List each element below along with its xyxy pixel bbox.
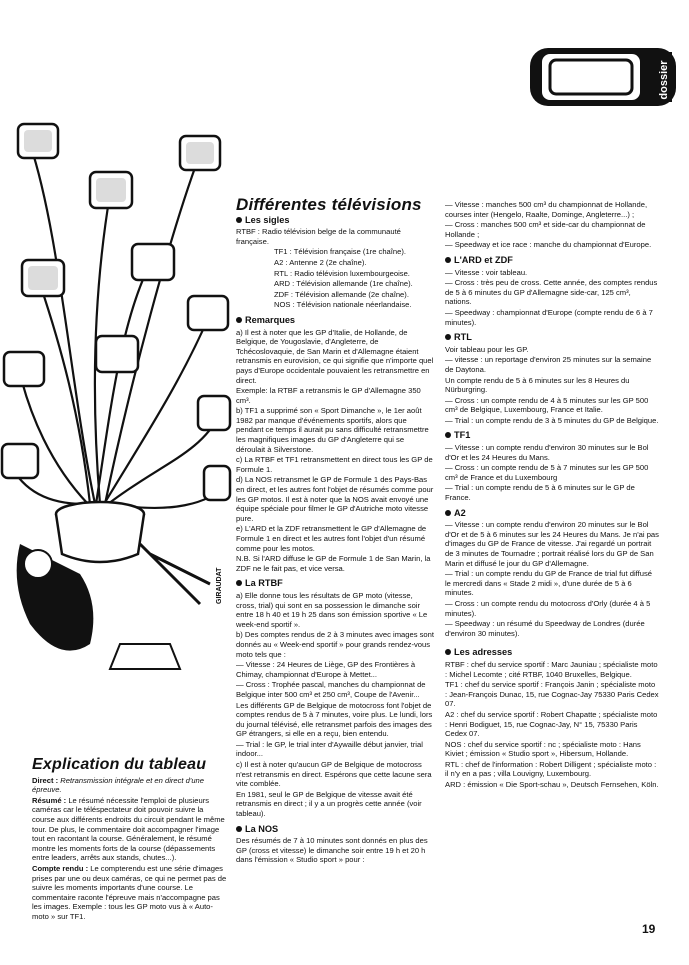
nos-item: — Vitesse : manches 500 cm³ du championnat de Hollande, courses inter (Hengelo, Raalte, Dominge, Angleterre...) ; — [445, 200, 648, 219]
remarque-paragraph: a) Il est à noter que les GP d'Italie, de Hollande, de Belgique, de Yougoslavie, d'Angleterre, de Tchécoslovaquie, de San Marin et d'Allemagne étaient retransmis en eurovision, ce qui signifie que n'importe quel pays d'Europe occidentale pouvaient les retransmettre en direct. — [236, 327, 434, 385]
rtl-heading-text: RTL — [454, 332, 472, 343]
rtl-item: — Cross : un compte rendu de 4 à 5 minutes sur les GP 500 cm³ de Belgique, Luxembourg, France et Italie. — [445, 395, 649, 415]
a2-heading-text: A2 — [454, 507, 466, 518]
remarque-paragraph: c) La RTBF et TF1 retransmettent en direct tous les GP de Formule 1. — [236, 455, 433, 474]
rtbf-paragraph: — Trial : le GP, le trial inter d'Aywaille début janvier, trial indoor... — [236, 739, 423, 759]
sigles-list — [236, 247, 434, 310]
a2-item: — Speedway : un résumé du Speedway de Londres (durée d'environ 30 minutes). — [445, 619, 645, 638]
remarques-heading — [236, 316, 434, 326]
right-column — [445, 200, 659, 791]
sigle-line: ARD : Télévision allemande (1re chaîne). — [274, 279, 413, 289]
tf1-item: — Vitesse : un compte rendu d'environ 30 minutes sur le Bol d'Or et les 24 Heures du Mans. — [445, 443, 649, 462]
ard-heading-text: L'ARD et ZDF — [454, 254, 513, 265]
sigle-line: A2 : Antenne 2 (2e chaîne). — [274, 257, 367, 267]
bullet-icon — [236, 580, 242, 586]
section-title-televisions: Différentes télévisions — [236, 195, 422, 214]
sigles-heading-text: Les sigles — [245, 214, 290, 225]
nos-item: — Cross : manches 500 cm³ et side-car du championnat de Hollande ; — [445, 220, 646, 239]
sigle-line: RTL : Radio télévision luxembourgeoise. — [274, 268, 410, 278]
bullet-icon — [445, 510, 451, 516]
bullet-icon — [445, 257, 451, 263]
address-item: TF1 : chef du service sportif : François Janin ; spécialiste moto : Jean-François Dunac, 15, rue Cognac-Jay 75330 Paris Cedex 07. — [445, 680, 659, 709]
rtbf-definition: RTBF : Radio télévision belge de la communauté française. — [236, 227, 401, 246]
page-number: 19 — [642, 922, 656, 936]
explication-title: Explication du tableau — [32, 756, 207, 773]
sigle-line: NOS : Télévision nationale néerlandaise. — [274, 300, 412, 310]
tv-logo-icon — [528, 44, 678, 110]
rtbf-paragraph: — Vitesse : 24 Heures de Liège, GP des Frontières à Chimay, championnat d'Europe à Mettet... — [236, 660, 416, 679]
ard-item: — Speedway : championnat d'Europe (compte rendu de 6 à 7 minutes). — [445, 307, 653, 327]
middle-column — [236, 195, 434, 866]
address-item: RTBF : chef du service sportif : Marc Jauniau ; spécialiste moto : Michel Lecomte ; cité RTBF, 1040 Bruxelles, Belgique. — [445, 659, 658, 679]
logo-text: dossier — [658, 60, 670, 100]
remarque-paragraph: d) La NOS retransmet le GP de Formule 1 des Pays-Bas en direct, et les autres font l'objet de résumés comme pour les GP motos. Il est à noter que la NOS avait envoyé une équipe spéciale pour filmer le GP d'Autriche moto vitesse pure. — [236, 475, 434, 523]
a2-item: — Trial : un compte rendu du GP de France de trial fut diffusé le mercredi dans « Stade 2 midi », d'une durée de 5 à 6 minutes. — [445, 569, 652, 598]
remarque-paragraph: Exemple: la RTBF a retransmis le GP d'Allemagne 350 cm³. — [236, 386, 421, 405]
remarques-heading-text: Remarques — [245, 314, 296, 325]
resume-definition — [32, 796, 228, 863]
sigles-heading — [236, 216, 434, 226]
tf1-heading-text: TF1 — [454, 430, 471, 441]
bullet-icon — [236, 217, 242, 223]
a2-item: — Vitesse : un compte rendu d'environ 20 minutes sur le Bol d'Or et de 5 à 6 minutes sur les 24 Heures du Mans. Je n'ai pas d'images du GP de France de vitesse. J'ai regardé un portrait de 3 minutes de Tournadre ; portrait réalisé lors du GP de San Marin et diffusé le jour du GP d'Allemagne. — [445, 520, 659, 568]
a2-item: — Cross : un compte rendu du motocross d'Orly (durée 4 à 5 minutes). — [445, 598, 651, 618]
nos-heading — [236, 825, 434, 835]
tv-illustration — [0, 84, 232, 686]
compte-rendu-label: Compte rendu : — [32, 863, 89, 873]
rtbf-paragraph: Les différents GP de Belgique de motocross font l'objet de comptes rendus de 5 à 7 minutes, voire plus. Le lundi, lors du journal télévisé, elle retransmet parfois des images des GP étrangers, si elle en a reçu, bien entendu. — [236, 700, 433, 739]
tf1-item: — Cross : un compte rendu de 5 à 7 minutes sur les GP 500 cm³ de France et du Luxembourg — [445, 463, 649, 482]
sigle-line: TF1 : Télévision française (1re chaîne). — [274, 247, 406, 257]
bullet-icon — [445, 649, 451, 655]
rtl-heading — [445, 333, 659, 343]
rtbf-heading — [236, 579, 434, 589]
rtl-item: — vitesse : un reportage d'environ 25 minutes sur la semaine de Daytona. — [445, 355, 652, 374]
bullet-icon — [236, 317, 242, 323]
rtbf-heading-text: La RTBF — [245, 578, 283, 589]
dossier-logo — [528, 44, 678, 110]
bullet-icon — [445, 432, 451, 438]
rtbf-paragraph: b) Des comptes rendus de 2 à 3 minutes avec images sont donnés au « Week-end sportif » pour grands rendez-vous moto tels que : — [236, 630, 434, 659]
nos-paragraph: Des résumés de 7 à 10 minutes sont donnés en plus des GP (cross et vitesse) le dimanche soir entre 19 h et 20 h dans l'émission « Studio sport » pour : — [236, 836, 428, 865]
sigle-line: ZDF : Télévision allemande (2e chaîne). — [274, 289, 409, 299]
adresses-heading-text: Les adresses — [454, 647, 513, 658]
rtbf-paragraph: — Cross : Trophée pascal, manches du championnat de Belgique inter 500 cm³ et 250 cm³, Coupe de l'Avenir... — [236, 680, 426, 699]
remarque-paragraph: N.B. Si l'ARD diffuse le GP de Formule 1 de San Marin, la ZDF ne le fait pas, et vice versa. — [236, 554, 431, 573]
direct-label: Direct : — [32, 775, 59, 785]
rtl-item: — Trial : un compte rendu de 3 à 5 minutes du GP de Belgique. — [445, 415, 659, 425]
a2-heading — [445, 509, 659, 519]
direct-text: Retransmission intégrale et en direct d'une épreuve. — [32, 775, 204, 795]
tv-tentacles-illustration — [0, 84, 232, 686]
adresses-heading — [445, 648, 659, 658]
compte-rendu-text: Le compterendu est une série d'images prises par une ou deux caméras, ce qui ne permet pas de suivre les moments importants d'une course. Le commentaire raconte l'épreuve mais n'accompagne pas les images. Exemple : tous les GP moto vus à « Auto-moto » sur TF1. — [32, 863, 227, 921]
ard-item: — Cross : très peu de cross. Cette année, des comptes rendus de 5 à 6 minutes du GP d'Allemagne side-car, 125 cm³, nations. — [445, 278, 658, 307]
resume-label: Résumé : — [32, 795, 67, 805]
remarque-paragraph: e) L'ARD et la ZDF retransmettent le GP d'Allemagne de Formule 1 en direct et les autres font l'objet d'un résumé comme pour les motos. — [236, 524, 427, 553]
rtbf-paragraph: c) Il est à noter qu'aucun GP de Belgique de motocross n'est retransmis en direct. Espérons que cette lacune sera vite comblée. — [236, 760, 432, 789]
ard-heading — [445, 256, 659, 266]
compte-rendu-definition — [32, 864, 228, 922]
rtbf-paragraph: a) Elle donne tous les résultats de GP moto (vitesse, cross, trial) qui sont en sa possession le dimanche soir entre 18 h 40 et 19 h 25 dans son émission sportive « Le week-end sportif ». — [236, 590, 428, 629]
nos-heading-text: La NOS — [245, 823, 279, 834]
direct-definition — [32, 776, 228, 795]
rtl-item: Voir tableau pour les GP. — [445, 344, 529, 354]
bullet-icon — [236, 826, 242, 832]
rtbf-paragraph: En 1981, seul le GP de Belgique de vitesse avait été retransmis en direct ; il y a un progrès cette année (voir tableau). — [236, 789, 422, 819]
tf1-item: — Trial : un compte rendu de 5 à 6 minutes sur le GP de France. — [445, 483, 635, 503]
bullet-icon — [445, 334, 451, 340]
explication-block — [32, 756, 228, 923]
nos-item: — Speedway et ice race : manche du championnat d'Europe. — [445, 240, 652, 250]
illustration-signature: GIRAUDAT — [216, 567, 223, 604]
remarque-paragraph: b) TF1 a supprimé son « Sport Dimanche », le 1er août 1982 par manque d'événements sportifs, alors que pendant ce temps il aurait pu sans difficulté retransmettre les magnifiques images du GP d'Angleterre qui se déroulait à Silverstone. — [236, 406, 429, 454]
tf1-heading — [445, 431, 659, 441]
rtl-item: Un compte rendu de 5 à 6 minutes sur les 8 Heures du Nürburgring. — [445, 375, 630, 395]
address-item: A2 : chef du service sportif : Robert Chapatte ; spécialiste moto : Henri Bodiguet, 15, rue Cognac-Jay, N° 15, 75330 Paris Cedex 07. — [445, 709, 658, 739]
resume-text: Le résumé nécessite l'emploi de plusieurs caméras car le téléspectateur doit pouvoir suivre la course aux différents endroits du circuit pendant le même tour. De plus, le commentaire doit accompagner l'image tout en racontant la course. Généralement, le résumé montre les moments forts de la course (dépassements entre leaders, arrêts aux stands, chutes...). — [32, 795, 225, 863]
address-item: NOS : chef du service sportif : nc ; spécialiste moto : Hans Kiviet ; émission « Studio sport », Hibersum, Hollande. — [445, 739, 641, 759]
ard-item: — Vitesse : voir tableau. — [445, 267, 528, 277]
address-item: RTL : chef de l'information : Robert Dilligent ; spécialiste moto : il n'y en a pas ; villa Louvigny, Luxembourg. — [445, 759, 657, 779]
address-item: ARD : émission « Die Sport-schau », Deutsch Fernsehen, Köln. — [445, 780, 659, 790]
